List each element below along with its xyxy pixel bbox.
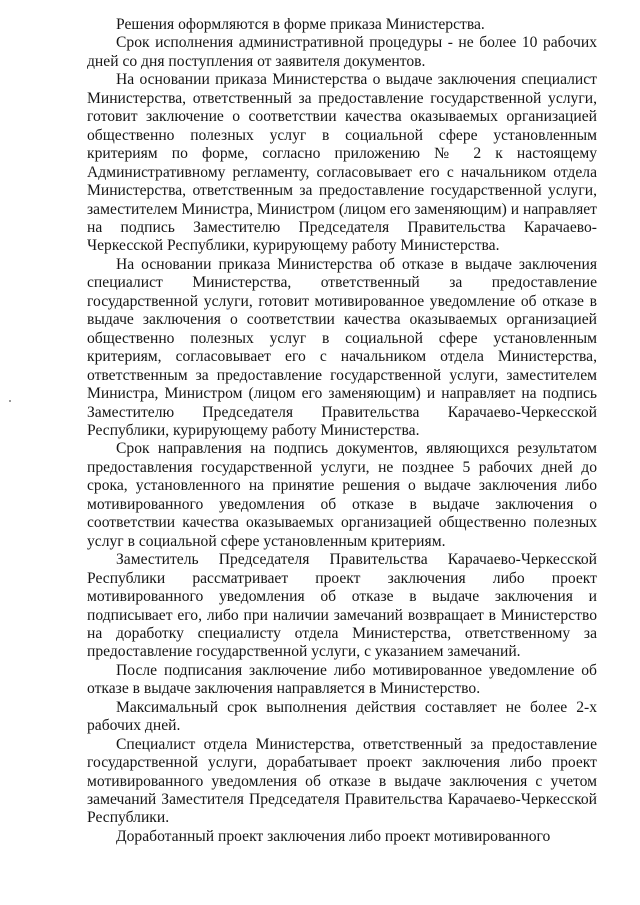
paragraph-decision-form: Решения оформляются в форме приказа Министерства. (116, 16, 485, 33)
paragraph-signing-term: Срок направления на подпись документов, являющихся результатом предоставления государственной услуги, не позднее 5 рабочих дней до срока, установленного на принятие решения о выдаче заключения либо мотивированного уведомления об отказе в выдаче заключения о соответствии качества оказываемых организацией общественно полезных услуг в социальной сфере установленным критериям. (87, 440, 597, 550)
scan-speck (9, 400, 11, 402)
paragraph-max-term: Максимальный срок выполнения действия составляет не более 2-х рабочих дней. (87, 698, 597, 735)
paragraph-after-signing: После подписания заключение либо мотивированное уведомление об отказе в выдаче заключения направляется в Министерство. (87, 661, 597, 698)
paragraph-revised-draft: Доработанный проект заключения либо проект мотивированного (116, 827, 551, 845)
paragraph-deputy-review: Заместитель Председателя Правительства Карачаево-Черкесской Республики рассматривает проект заключения либо проект мотивированного уведомления об отказе в выдаче заключения и подписывает его, либо при наличии замечаний возвращает в Министерство на доработку специалисту отдела Министерства, ответственному за предоставление государственной услуги, с указанием замечаний. (87, 551, 597, 661)
paragraph-conclusion-preparation: На основании приказа Министерства о выдаче заключения специалист Министерства, ответственный за предоставление государственной услуги, готовит заключение о соответствии качества оказываемых организацией общественно полезных услуг в социальной сфере установленным критериям по форме, согласно приложению № 2 к настоящему Административному регламенту, согласовывает его с начальником отдела Министерства, ответственным за предоставление государственной услуги, заместителем Министра, Министром (лицом его заменяющим) и направляет на подпись Заместителю Председателя Правительства Карачаево-Черкесской Республики, курирующему работу Министерства. (87, 71, 597, 255)
paragraph-procedure-term: Срок исполнения административной процедуры - не более 10 рабочих дней со дня поступления от заявителя документов. (87, 34, 597, 70)
document-body (87, 16, 597, 846)
paragraph-refusal-notice: На основании приказа Министерства об отказе в выдаче заключения специалист Министерства, ответственный за предоставление государственной услуги, готовит мотивированное уведомление об отказе в выдаче заключения о соответствии качества оказываемых организацией общественно полезных услуг в социальной сфере установленным критериям, согласовывает его с начальником отдела Министерства, ответственным за предоставление государственной услуги, заместителем Министра, Министром (лицом его заменяющим) и направляет на подпись Заместителю Председателя Правительства Карачаево-Черкесской Республики, курирующему работу Министерства. (87, 255, 597, 439)
paragraph-revision: Специалист отдела Министерства, ответственный за предоставление государственной услуги, дорабатывает проект заключения либо проект мотивированного уведомления об отказе в выдаче заключения с учетом замечаний Заместителя Председателя Правительства Карачаево-Черкесской Республики. (87, 735, 597, 827)
